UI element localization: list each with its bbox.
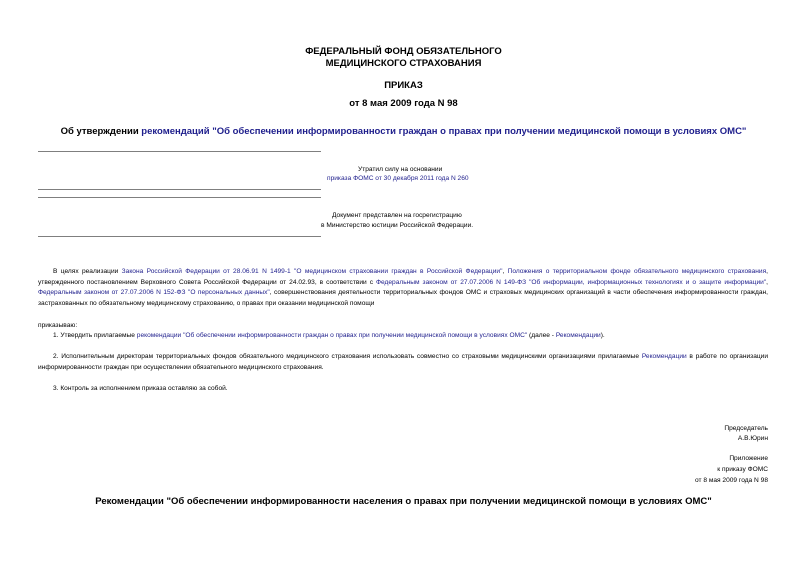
preamble-paragraph [38,267,768,309]
document-date-number: от 8 мая 2009 года N 98 [349,98,458,109]
appendix-ref: к приказу ФОМС [717,466,768,473]
item-text: ). [600,332,605,339]
order-item-3: 3. Контроль за исполнением приказа оставляю за собой. [53,385,228,392]
law-1499-link[interactable]: Закона Российской Федерации от 28.06.91 N 1499-1 "О медицинском страховании граждан в Российской Федерации" [121,268,503,275]
org-name-line2: МЕДИЦИНСКОГО СТРАХОВАНИЯ [325,58,482,69]
preamble-text: , [502,268,508,275]
document-type: ПРИКАЗ [384,80,423,91]
item-text: 2. Исполнительным директорам территориальных фондов обязательного медицинского страхования использовать совместно со страховыми медицинскими организациями прилагаемые [53,353,642,360]
org-name-line1: ФЕДЕРАЛЬНЫЙ ФОНД ОБЯЗАТЕЛЬНОГО [305,46,502,57]
title-link[interactable]: рекомендаций "Об обеспечении информированности граждан о правах при получении медицинской помощи в условиях ОМС" [141,126,747,137]
lost-force-link[interactable]: приказа ФОМС от 30 декабря 2011 года N 260 [327,175,469,182]
order-item-2 [38,352,768,373]
item-text: (далее - [527,332,556,339]
preamble-text: , совершенствования деятельности территориальных фондов ОМС и страховых медицинских организаций в части обеспечения информированности граждан, застрахованных по обязательному медицинскому страхованию, о правах при оказании медицинской помощи [38,289,769,307]
preamble-text: , [766,278,768,286]
appendix-date: от 8 мая 2009 года N 98 [694,477,768,484]
divider [38,236,321,237]
divider [38,151,321,152]
title-prefix: Об утверждении [60,126,142,137]
item-text: 1. Утвердить прилагаемые [53,332,137,339]
registration-note-line1: Документ представлен на госрегистрацию [332,212,462,219]
recommendations-short-link[interactable]: Рекомендации [555,332,601,339]
divider [38,197,321,198]
recommendations-link[interactable]: рекомендации "Об обеспечении информированности граждан о правах при получении медицинской помощи в условиях ОМС" [136,332,528,339]
law-149fz-link[interactable]: Федеральным законом от 27.07.2006 N 149-ФЗ "Об информации, информационных технологиях и о защите информации" [375,278,767,286]
recommendations-link-2[interactable]: Рекомендации [641,353,687,360]
signatory-position: Председатель [724,425,768,432]
order-item-1 [38,331,768,342]
registration-note-line2: в Министерство юстиции Российской Федерации. [321,222,474,229]
divider [38,189,321,190]
order-word: приказываю: [38,322,78,329]
appendix-label: Приложение [729,455,768,462]
item-text: в работе по организации информированности граждан при осуществлении обязательного медицинского страхования. [38,353,768,371]
signatory-name: А.В.Юрин [737,435,768,442]
law-152fz-link[interactable]: Федеральным законом от 27.07.2006 N 152-ФЗ "О персональных данных" [38,289,270,297]
territorial-fund-regulation-link[interactable]: Положения о территориальном фонде обязательного медицинского страхования [507,268,767,275]
lost-force-note: Утратил силу на основании [358,166,443,173]
document-title [0,126,807,137]
preamble-text: В целях реализации [53,268,122,275]
recommendations-title: Рекомендации "Об обеспечении информированности населения о правах при получении медицинской помощи в условиях ОМС" [95,496,712,507]
preamble-text: , утвержденного постановлением Верховного Совета Российской Федерации от 24.02.93, в соответствии с [38,268,768,286]
